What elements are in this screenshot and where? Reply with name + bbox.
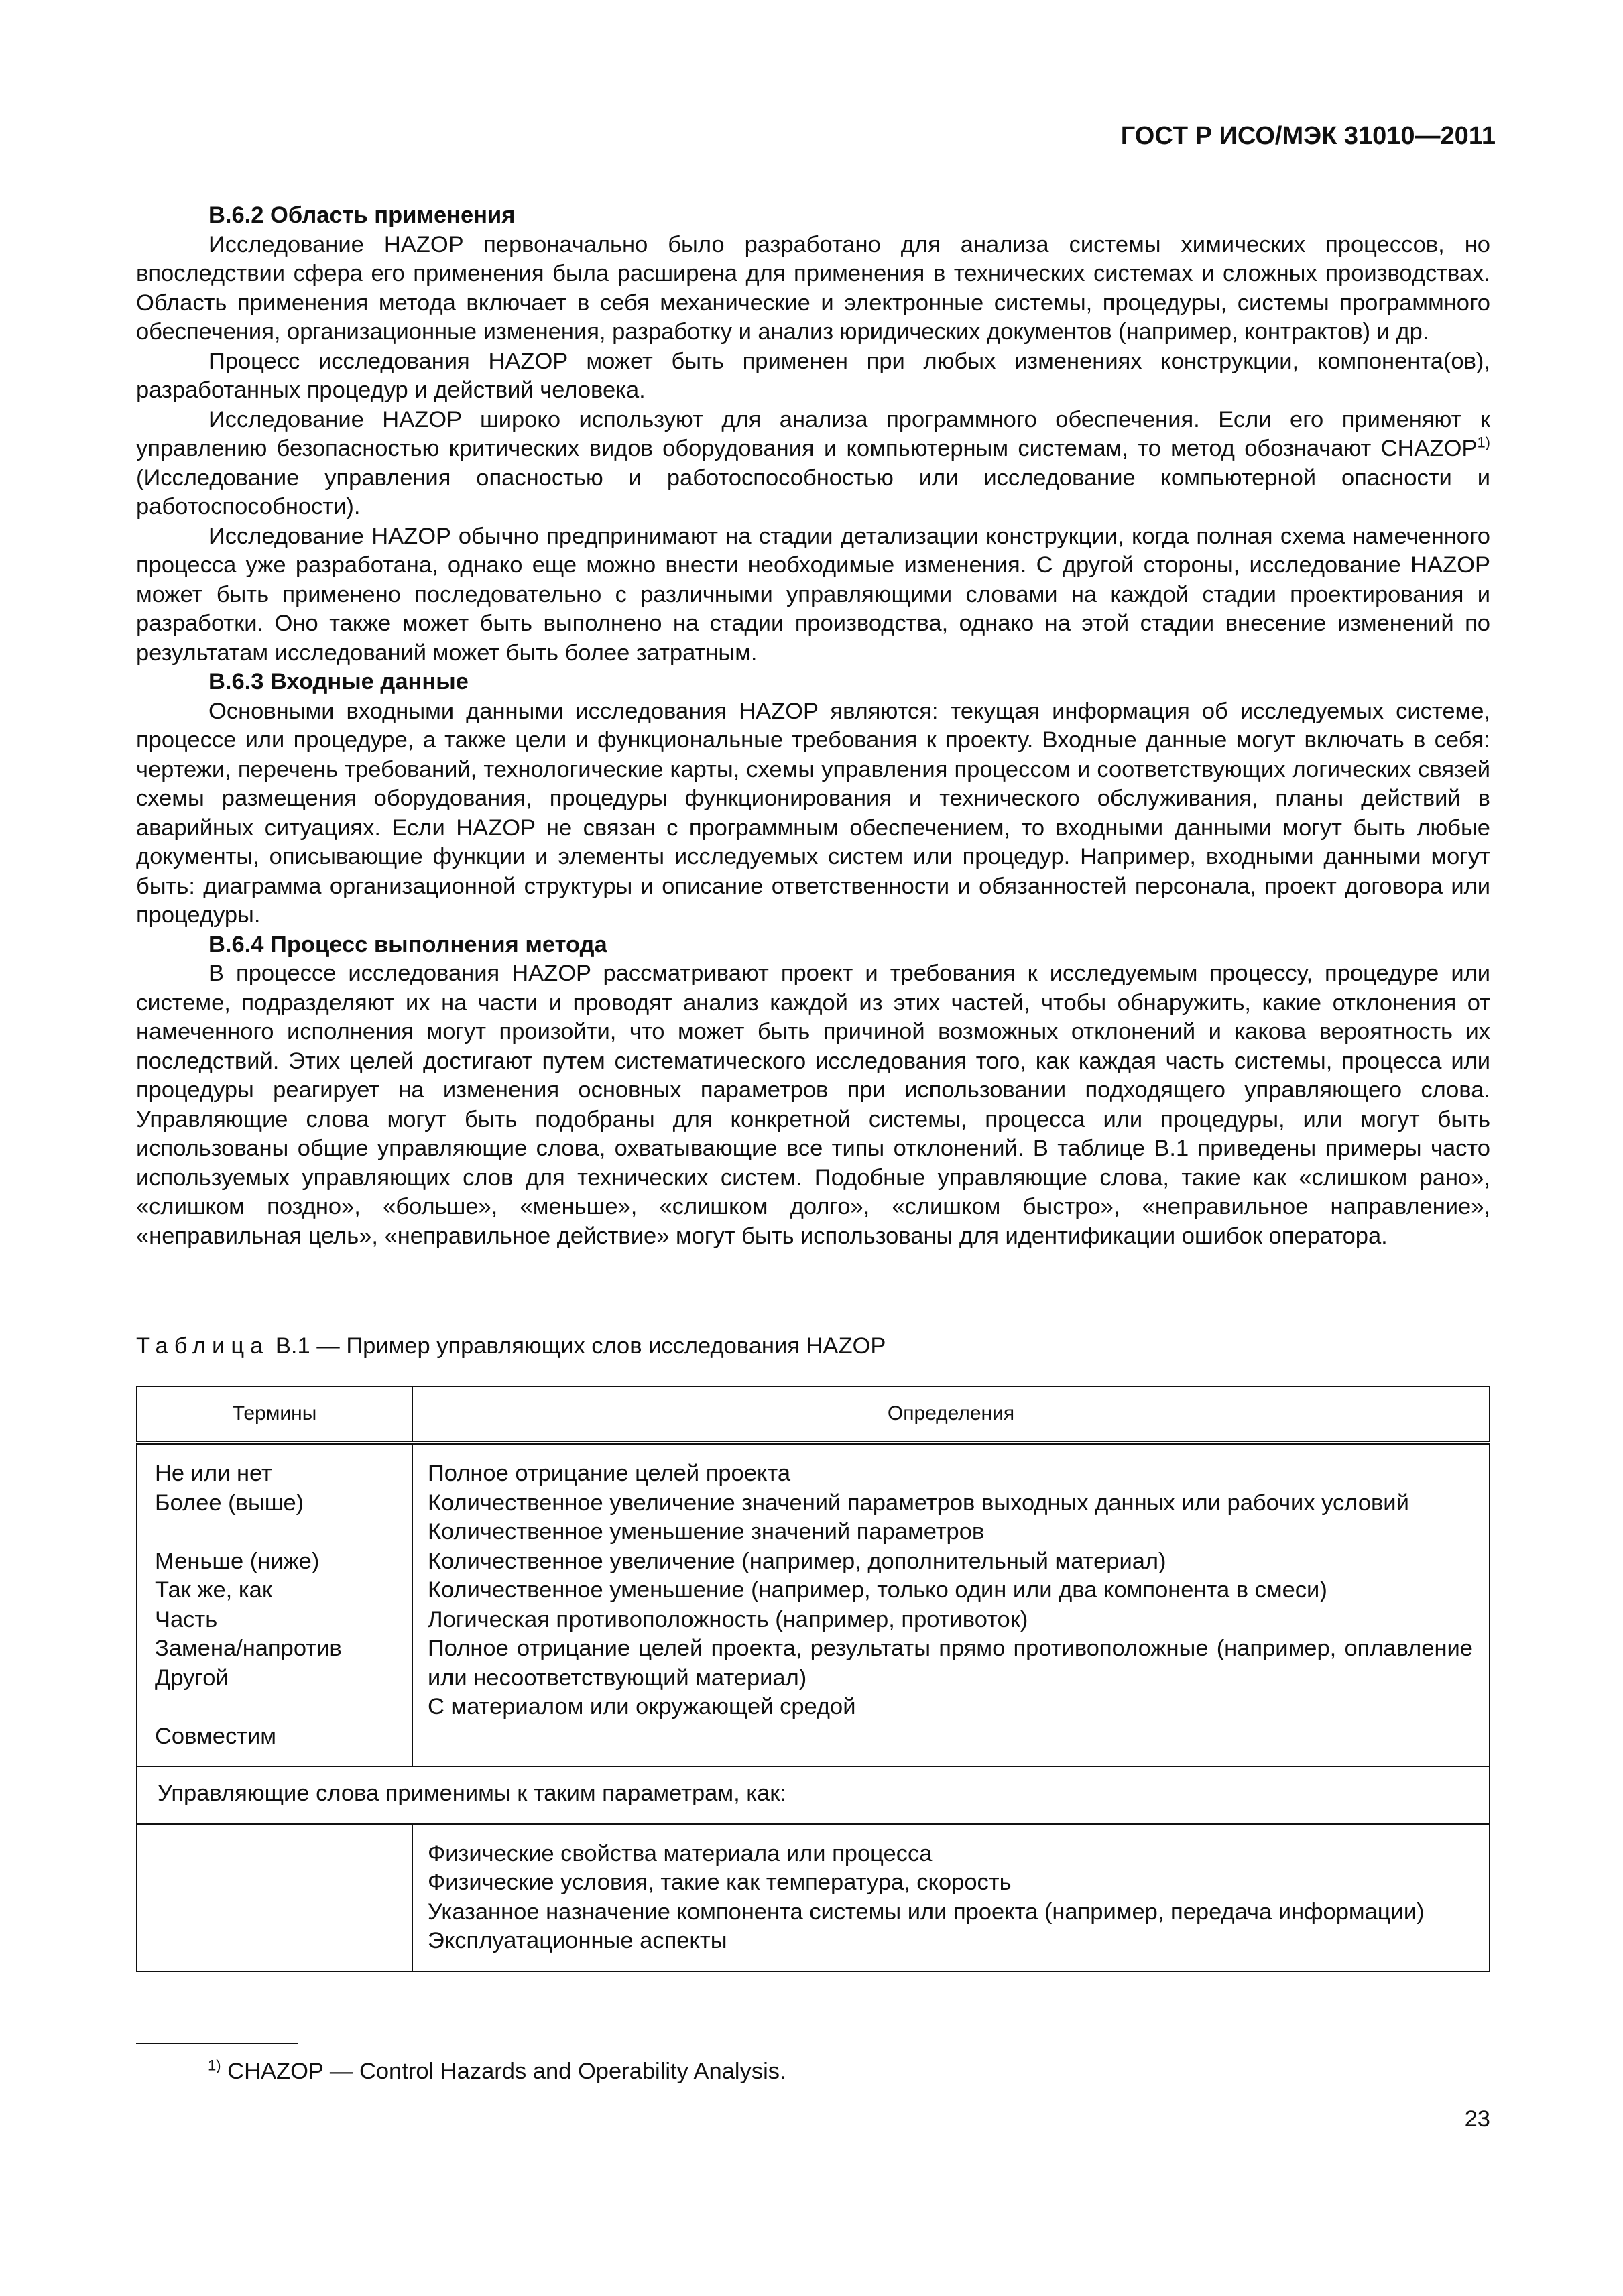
paragraph: Исследование HAZOP первоначально было разработано для анализа системы химических процессов, но впоследствии сфера его применения была расширена для применения в технических системах и сложных производствах. Область применения метода включает в себя механические и электронные системы, процедуры, системы программного обеспечения, организационные изменения, разработку и анализ юридических документов (например, контрактов) и др. (136, 231, 1490, 345)
footnote-mark: 1) (208, 2057, 221, 2074)
guide-words-table (136, 1386, 1490, 1972)
footnote-text: CHAZOP — Control Hazards and Operability Analysis. (221, 2059, 786, 2084)
term: Меньше (ниже) (155, 1548, 320, 1574)
column-header-definitions: Определения (412, 1386, 1490, 1443)
chazop-text-before: Исследование HAZOP широко используют для анализа программного обеспечения. Если его применяют к управлению безопасностью критических видов оборудования и компьютерным системам, то метод обозначают CHAZOP (136, 406, 1490, 461)
definition: Полное отрицание целей проекта, результаты прямо противоположные (например, оплавление или несоответствующий материал) (428, 1636, 1473, 1691)
term: Часть (155, 1606, 218, 1632)
document-header: ГОСТ Р ИСО/МЭК 31010—2011 (1120, 122, 1496, 150)
term: Совместим (155, 1723, 276, 1749)
paragraph: В процессе исследования HAZOP рассматривают проект и требования к исследуемым процессу, процедуре или системе, подразделяют их на части и проводят анализ каждой из этих частей, чтобы обнаружить, какие отклонения от намеченного исполнения могут произойти, что может быть причиной возможных отклонений и какова вероятность их последствий. Этих целей достигают путем систематического исследования того, как каждая часть системы, процесса или процедуры реагирует на изменения основных параметров при использовании подходящего управляющего слова. Управляющие слова могут быть подобраны для конкретной системы, процесса или процедуры, или могут быть использованы общие управляющие слова, охватывающие все типы отклонений. В таблице В.1 приведены примеры часто используемых управляющих слов для технических систем. Подобные управляющие слова, такие как «слишком рано», «слишком поздно», «больше», «меньше», «слишком долго», «слишком быстро», «неправильное направление», «неправильная цель», «неправильное действие» могут быть использованы для идентификации ошибок оператора. (136, 961, 1490, 1249)
term: Другой (155, 1665, 229, 1691)
term: Замена/напротив (155, 1636, 342, 1661)
section-heading-b62: В.6.2 Область применения (208, 202, 516, 228)
term: Не или нет (155, 1461, 272, 1486)
definition: Логическая противоположность (например, противоток) (428, 1606, 1028, 1632)
parameter: Эксплуатационные аспекты (428, 1928, 727, 1953)
definition: Количественное увеличение значений параметров выходных данных или рабочих условий (428, 1490, 1409, 1516)
definition: Количественное уменьшение значений параметров (428, 1519, 985, 1545)
term: Более (выше) (155, 1490, 304, 1516)
main-text (136, 201, 1490, 1251)
definition: Количественное уменьшение (например, только один или два компонента в смеси) (428, 1577, 1327, 1603)
terms-cell (137, 1443, 412, 1766)
definition: Полное отрицание целей проекта (428, 1461, 791, 1486)
definitions-cell (412, 1443, 1490, 1766)
table-caption-title: В.1 — Пример управляющих слов исследования HAZOP (269, 1333, 886, 1359)
paragraph: Процесс исследования HAZOP может быть применен при любых изменениях конструкции, компонента(ов), разработанных процедур и действий человека. (136, 348, 1490, 403)
table-caption (136, 1331, 886, 1361)
definition: Количественное увеличение (например, дополнительный материал) (428, 1548, 1166, 1574)
table-caption-prefix: Таблица (136, 1333, 269, 1359)
table-row (137, 1824, 1490, 1972)
paragraph-chazop (136, 406, 1490, 522)
parameter: Физические свойства материала или процесса (428, 1840, 933, 1866)
parameters-cell (412, 1824, 1490, 1972)
footnote-reference: 1) (1477, 434, 1490, 451)
column-header-terms: Термины (137, 1386, 412, 1443)
section-heading-b64: В.6.4 Процесс выполнения метода (208, 931, 607, 957)
table-header-row (137, 1386, 1490, 1443)
parameter: Физические условия, такие как температура, скорость (428, 1870, 1012, 1895)
footnote (208, 2057, 786, 2086)
table-row (137, 1443, 1490, 1766)
span-cell: Управляющие слова применимы к таким параметрам, как: (137, 1766, 1490, 1824)
section-heading-b63: В.6.3 Входные данные (208, 669, 469, 694)
page-number: 23 (1464, 2106, 1490, 2132)
term-spacer (155, 1518, 396, 1547)
chazop-text-after: (Исследование управления опасностью и работоспособностью или исследование компьютерной опасности и работоспособности). (136, 465, 1490, 520)
term-spacer (155, 1693, 396, 1722)
paragraph: Исследование HAZOP обычно предпринимают на стадии детализации конструкции, когда полная схема намеченного процесса уже разработана, однако еще можно внести необходимые изменения. С другой стороны, исследование HAZOP может быть применено последовательно с различными управляющими словами на каждой стадии проектирования и разработки. Оно также может быть выполнено на стадии производства, однако на этой стадии внесение изменений по результатам исследований может быть более затратным. (136, 523, 1490, 666)
parameter: Указанное назначение компонента системы или проекта (например, передача информации) (428, 1898, 1425, 1925)
table-span-row (137, 1766, 1490, 1824)
empty-cell (137, 1824, 412, 1972)
definition: С материалом или окружающей средой (428, 1694, 856, 1719)
footnote-separator (136, 2043, 298, 2044)
paragraph: Основными входными данными исследования HAZOP являются: текущая информация об исследуемых системе, процессе или процедуре, а также цели и функциональные требования к проекту. Входные данные могут включать в себя: чертежи, перечень требований, технологические карты, схемы управления процессом и соответствующих логических связей схемы размещения оборудования, процедуры функционирования и технического обслуживания, планы действий в аварийных ситуациях. Если HAZOP не связан с программным обеспечением, то входными данными могут быть любые документы, описывающие функции и элементы исследуемых систем или процедур. Например, входными данными могут быть: диаграмма организационной структуры и описание ответственности и обязанностей персонала, проект договора или процедуры. (136, 698, 1490, 928)
term: Так же, как (155, 1577, 272, 1603)
